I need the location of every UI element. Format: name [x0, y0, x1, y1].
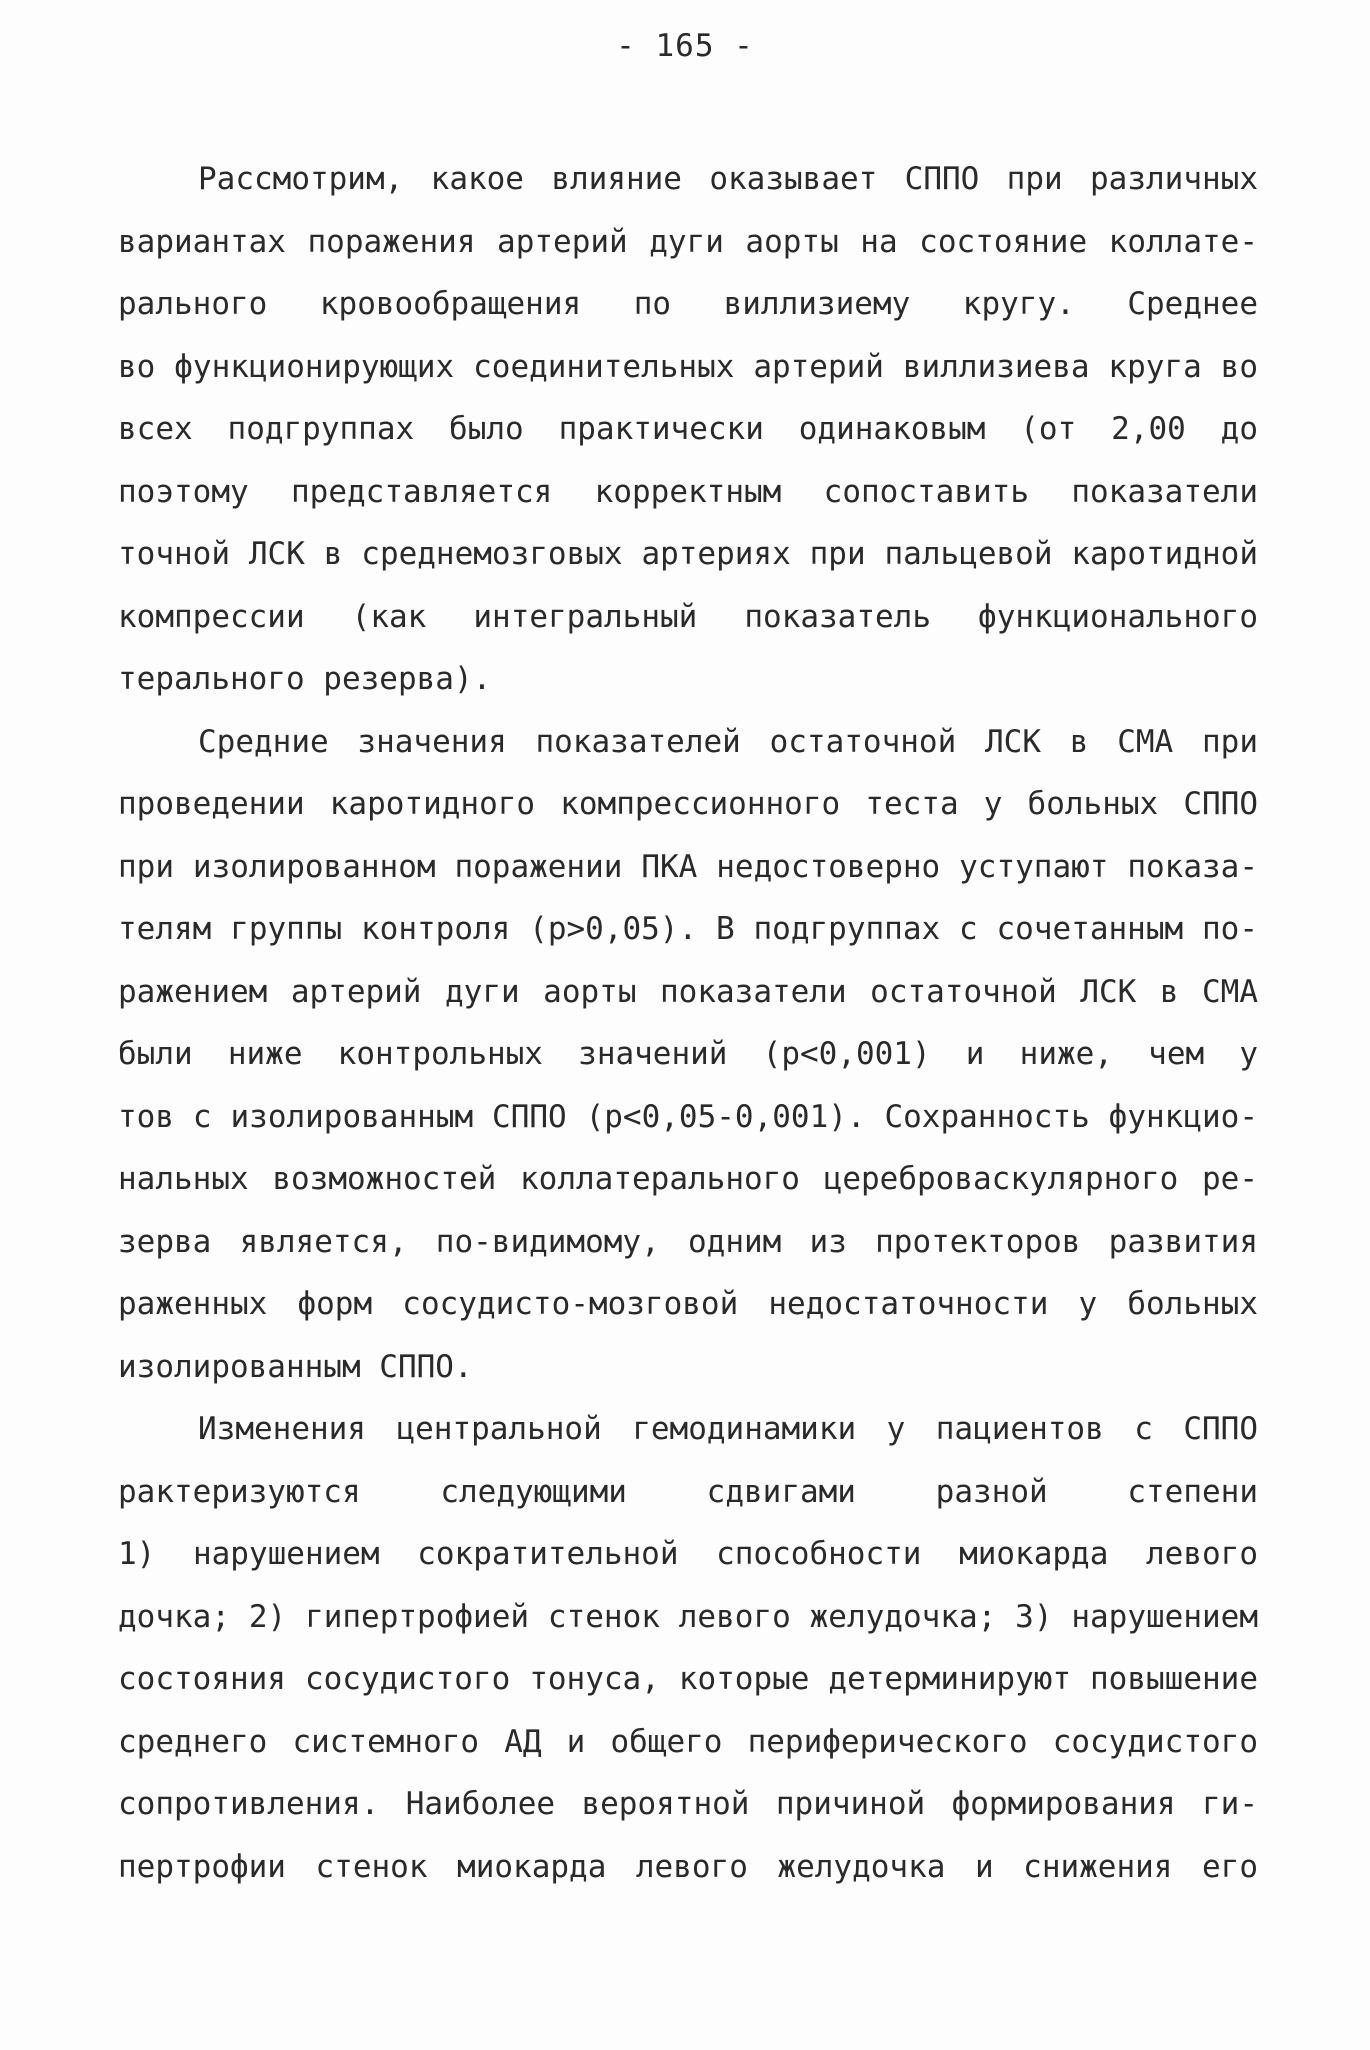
- text-line: раженных форм сосудисто-мозговой недостаточности у больных: [118, 1286, 1258, 1322]
- text-line: нальных возможностей коллатерального цереброваскулярного ре-: [118, 1161, 1258, 1197]
- text-line: точной ЛСК в среднемозговых артериях при пальцевой каротидной: [118, 536, 1258, 572]
- text-line: изолированным СППО.: [118, 1348, 473, 1385]
- text-line: тов с изолированным СППО (p<0,05-0,001). Сохранность функцио-: [118, 1098, 1258, 1135]
- text-line: рального кровообращения по виллизиему кругу. Среднее: [118, 286, 1258, 322]
- paragraph-2: [118, 711, 1258, 1399]
- page-number: - 165 -: [616, 28, 754, 64]
- text-line: телям группы контроля (p>0,05). В подгруппах с сочетанным по-: [118, 911, 1258, 947]
- text-line: поэтому представляется корректным сопоставить показатели: [118, 473, 1258, 510]
- text-line: состояния сосудистого тонуса, которые детерминируют повышение: [118, 1661, 1258, 1697]
- text-line: при изолированном поражении ПКА недостоверно уступают показа-: [118, 848, 1258, 885]
- text-line: были ниже контрольных значений (p<0,001) и ниже, чем у: [118, 1036, 1258, 1072]
- text-line: пертрофии стенок миокарда левого желудочка и снижения его: [118, 1848, 1258, 1885]
- text-line: ражением артерий дуги аорты показатели остаточной ЛСК в СМА: [118, 973, 1258, 1010]
- text-line: компрессии (как интегральный показатель функционального: [118, 598, 1258, 635]
- text-line: во функционирующих соединительных артерий виллизиева круга во: [118, 348, 1258, 385]
- body-text: [118, 148, 1258, 1898]
- text-line: всех подгруппах было практически одинаковым (от 2,00 до: [118, 411, 1258, 447]
- text-line: рактеризуются следующими сдвигами разной степени: [118, 1473, 1258, 1510]
- text-line: дочка; 2) гипертрофией стенок левого желудочка; 3) нарушением: [118, 1598, 1258, 1635]
- text-line: 1) нарушением сократительной способности миокарда левого: [118, 1536, 1258, 1572]
- text-line: зерва является, по-видимому, одним из протекторов развития: [118, 1223, 1258, 1260]
- text-line: сопротивления. Наиболее вероятной причиной формирования ги-: [118, 1786, 1258, 1822]
- text-line: терального резерва).: [118, 661, 492, 697]
- text-line: проведении каротидного компрессионного теста у больных СППО: [118, 786, 1258, 822]
- text-line: Изменения центральной гемодинамики у пациентов с СППО: [198, 1411, 1258, 1447]
- paragraph-1: [118, 148, 1258, 711]
- text-line: Средние значения показателей остаточной ЛСК в СМА при: [198, 723, 1258, 760]
- paragraph-3: [118, 1398, 1258, 1898]
- text-line: среднего системного АД и общего периферического сосудистого: [118, 1723, 1258, 1760]
- text-line: вариантах поражения артерий дуги аорты на состояние коллате-: [118, 223, 1258, 260]
- text-line: Рассмотрим, какое влияние оказывает СППО при различных: [198, 161, 1258, 197]
